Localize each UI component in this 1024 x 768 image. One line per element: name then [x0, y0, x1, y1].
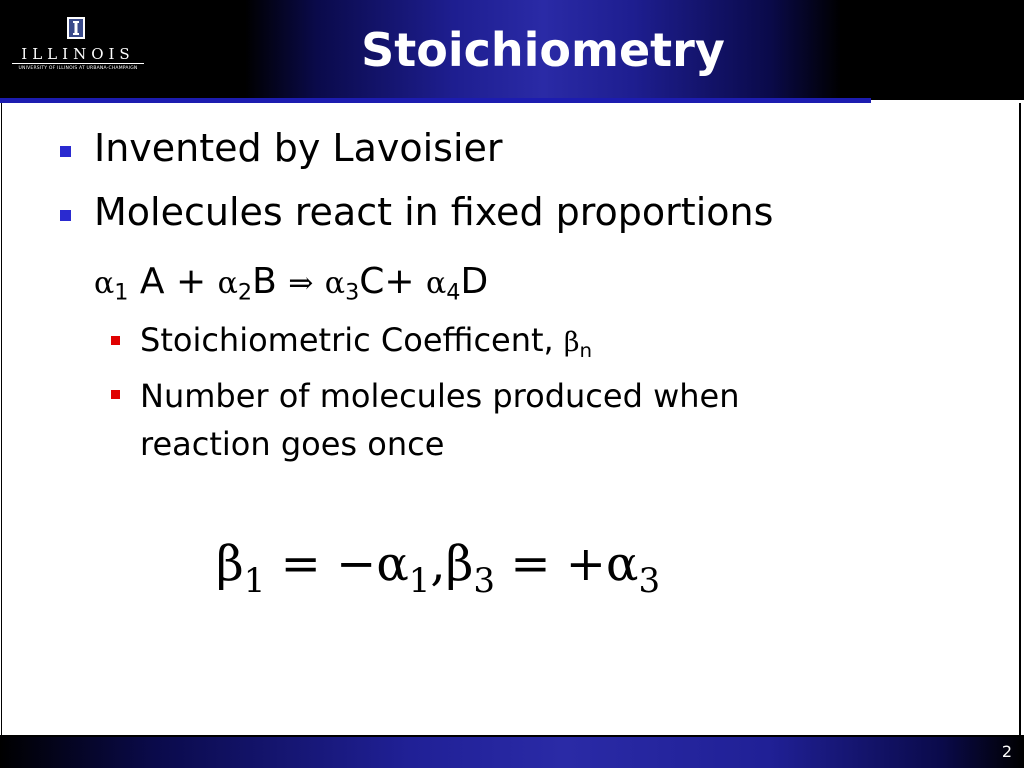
alpha-symbol: α: [94, 266, 115, 301]
bullet-text: Invented by Lavoisier: [94, 126, 503, 170]
beta-symbol: β: [445, 536, 474, 592]
logo-wordmark: ILLINOIS: [21, 45, 135, 63]
equation-text: B: [252, 261, 289, 302]
subscript: 1: [408, 560, 431, 601]
subscript: n: [579, 338, 593, 362]
equation-space: [313, 261, 324, 302]
implies-symbol: ⇒: [288, 266, 314, 301]
illinois-logo: [0, 0, 150, 100]
equation-text: A +: [128, 261, 218, 302]
sub-bullet-text: Number of molecules produced when: [140, 377, 740, 415]
subscript: 4: [446, 279, 461, 306]
subscript: 3: [638, 560, 661, 601]
subscript: 1: [243, 560, 266, 601]
sub-bullet-label: Stoichiometric Coefficent,: [140, 321, 564, 359]
slide-title: Stoichiometry: [361, 23, 725, 77]
bullet-marker: [60, 146, 71, 157]
page-number: 2: [1001, 742, 1012, 761]
logo-divider: [12, 63, 144, 64]
subscript: 3: [473, 560, 496, 601]
beta-symbol: β: [563, 327, 580, 358]
alpha-symbol: α: [324, 266, 346, 301]
beta-symbol: β: [216, 536, 244, 592]
formula-comma: ,: [430, 536, 446, 592]
bullet-text: Molecules react in fixed proportions: [94, 190, 774, 234]
alpha-symbol: α: [606, 536, 639, 592]
equation-text: D: [460, 261, 489, 302]
alpha-symbol: α: [426, 266, 447, 301]
subscript: 3: [345, 279, 360, 306]
bullet-marker: [60, 210, 71, 221]
subscript: 2: [237, 279, 253, 306]
sub-bullet-text: [140, 318, 592, 373]
sub-bullet-marker: [111, 390, 120, 399]
formula-operator: = −: [265, 536, 377, 592]
illinois-shield-icon: [67, 17, 85, 39]
footer-bar: [0, 735, 1024, 768]
sub-bullet-text-continued: reaction goes once: [140, 425, 445, 463]
footer-divider: [0, 735, 1024, 737]
formula-operator: = +: [495, 536, 607, 592]
logo-subtitle: UNIVERSITY OF ILLINOIS AT URBANA-CHAMPAIGN: [18, 66, 138, 71]
equation-text: C+: [359, 261, 427, 302]
reaction-equation: [94, 260, 488, 315]
alpha-symbol: α: [217, 266, 238, 301]
sub-bullet-marker: [111, 336, 120, 345]
coefficient-formula: [216, 534, 660, 611]
subscript: 1: [114, 279, 129, 306]
alpha-symbol: α: [376, 536, 409, 592]
